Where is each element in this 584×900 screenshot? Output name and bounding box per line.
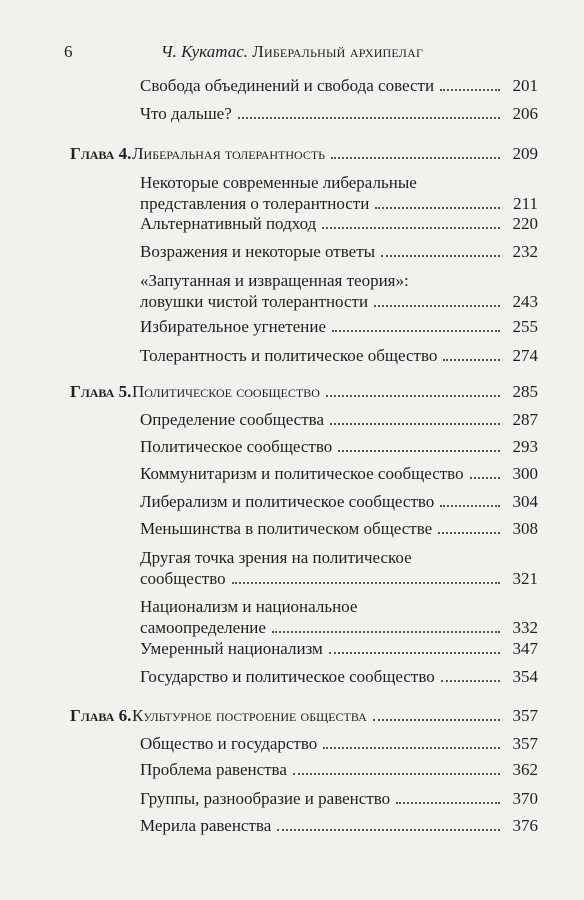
toc-section-entry [0,316,584,337]
dot-leader [375,207,500,209]
section-title: «Запутанная и извращенная теория»: [140,271,409,290]
chapter-title: Культурное построение общества [132,706,367,725]
dot-leader [438,532,500,534]
running-title [0,42,584,62]
toc-page-number: 287 [512,410,538,429]
dot-leader [440,89,500,91]
section-title: Другая точка зрения на политическое [140,548,412,567]
toc-page-number: 304 [512,492,538,511]
toc-entry-line [0,788,584,809]
toc-section-entry [0,463,584,484]
dot-leader [332,330,500,332]
toc-page-number: 211 [513,194,538,213]
toc-section-entry [0,75,584,96]
toc-entry-line [0,172,584,193]
toc-page-number: 232 [512,242,538,261]
section-title: самоопределение [140,618,266,637]
section-title: Свобода объединений и свобода совести [140,76,435,95]
toc-section-entry [0,345,584,366]
header-author: Ч. Кукатас. [160,42,248,61]
dot-leader [322,227,500,229]
section-title: Национализм и национальное [140,597,358,616]
toc-section-entry [0,596,584,638]
section-title: Коммунитаризм и политическое сообщество [140,464,464,483]
page-number: 6 [64,42,73,61]
toc-page-number: 274 [512,346,538,365]
section-title: Мерила равенства [140,816,272,835]
chapter-label: Глава 5. [70,382,132,401]
dot-leader [330,423,500,425]
toc-section-entry [0,213,584,234]
toc-entry-line [0,815,584,836]
toc-entry-line [0,270,584,291]
dot-leader [329,652,500,654]
chapter-label: Глава 4. [70,144,132,163]
toc-entry-line [0,75,584,96]
toc-entry-line [0,547,584,568]
toc-section-entry [0,638,584,659]
dot-leader [338,450,500,452]
dot-leader [232,582,500,584]
toc-section-entry [0,759,584,780]
dot-leader [323,747,500,749]
toc-entry-line [0,241,584,262]
toc-section-entry [0,518,584,539]
chapter-label: Глава 6. [70,706,132,725]
chapter-title: Политическое сообщество [132,382,320,401]
section-title: Что дальше? [140,104,232,123]
toc-entry-line [0,193,584,214]
toc-section-entry [0,491,584,512]
toc-section-entry [0,103,584,124]
section-title: Общество и государство [140,734,318,753]
dot-leader [277,829,500,831]
toc-entry-line [0,733,584,754]
toc-page-number: 285 [512,382,538,401]
toc-entry-line [0,381,584,402]
section-title: Некоторые современные либеральные [140,173,417,192]
dot-leader [470,477,500,479]
toc-section-entry [0,815,584,836]
section-title: Толерантность и политическое общество [140,346,438,365]
toc-page-number: 201 [512,76,538,95]
toc-entry-line [0,759,584,780]
toc-page-number: 332 [512,618,538,637]
toc-page-number: 354 [512,667,538,686]
section-title: Возражения и некоторые ответы [140,242,376,261]
section-title: Либерализм и политическое сообщество [140,492,435,511]
toc-entry-line [0,638,584,659]
dot-leader [272,631,500,633]
toc-entry-line [0,345,584,366]
dot-leader [443,359,500,361]
toc-page-number: 220 [512,214,538,233]
toc-page-number: 300 [512,464,538,483]
toc-page-number: 376 [512,816,538,835]
section-title: Умеренный национализм [140,639,323,658]
toc-chapter-entry [0,143,584,164]
toc-entry-line [0,518,584,539]
toc-entry-line [0,316,584,337]
toc-page-number: 362 [512,760,538,779]
section-title: Политическое сообщество [140,437,333,456]
toc-section-entry [0,241,584,262]
toc-section-entry [0,172,584,214]
toc-section-entry [0,733,584,754]
toc-entry-line [0,213,584,234]
section-title: ловушки чистой толерантности [140,292,369,311]
toc-entry-line [0,666,584,687]
section-title: Проблема равенства [140,760,287,779]
toc-page-number: 206 [512,104,538,123]
toc-entry-line [0,103,584,124]
dot-leader [238,117,500,119]
toc-page-number: 321 [512,569,538,588]
section-title: Избирательное угнетение [140,317,326,336]
toc-chapter-entry [0,705,584,726]
toc-entry-line [0,568,584,589]
toc-page-number: 357 [512,706,538,725]
dot-leader [396,802,500,804]
section-title: Меньшинства в политическом обществе [140,519,433,538]
section-title: Группы, разнообразие и равенство [140,789,391,808]
toc-entry-line [0,409,584,430]
dot-leader [441,680,500,682]
dot-leader [326,395,500,397]
toc-section-entry [0,666,584,687]
toc-page-number: 243 [512,292,538,311]
toc-page-number: 209 [512,144,538,163]
chapter-title: Либеральная толерантность [132,144,326,163]
section-title: сообщество [140,569,226,588]
toc-entry-line [0,291,584,312]
toc-section-entry [0,547,584,589]
toc-entry-line [0,143,584,164]
toc-entry-line [0,596,584,617]
toc-chapter-entry [0,381,584,402]
section-title: Определение сообщества [140,410,324,429]
running-header [0,42,584,66]
toc-section-entry [0,788,584,809]
toc-section-entry [0,436,584,457]
dot-leader [331,157,500,159]
dot-leader [381,255,500,257]
dot-leader [440,505,500,507]
section-title: Альтернативный подход [140,214,317,233]
section-title: Государство и политическое сообщество [140,667,435,686]
dot-leader [373,719,500,721]
header-book-title: Либеральный архипелаг [252,42,424,61]
toc-page-number: 370 [512,789,538,808]
section-title: представления о толерантности [140,194,370,213]
dot-leader [374,305,500,307]
toc-page-number: 255 [512,317,538,336]
toc-entry-line [0,436,584,457]
toc-page-number: 308 [512,519,538,538]
toc-page-number: 357 [512,734,538,753]
toc-page-number: 347 [512,639,538,658]
toc-entry-line [0,617,584,638]
toc-section-entry [0,270,584,312]
toc-section-entry [0,409,584,430]
toc-entry-line [0,463,584,484]
toc-page-number: 293 [512,437,538,456]
toc-entry-line [0,491,584,512]
toc-entry-line [0,705,584,726]
dot-leader [293,773,500,775]
